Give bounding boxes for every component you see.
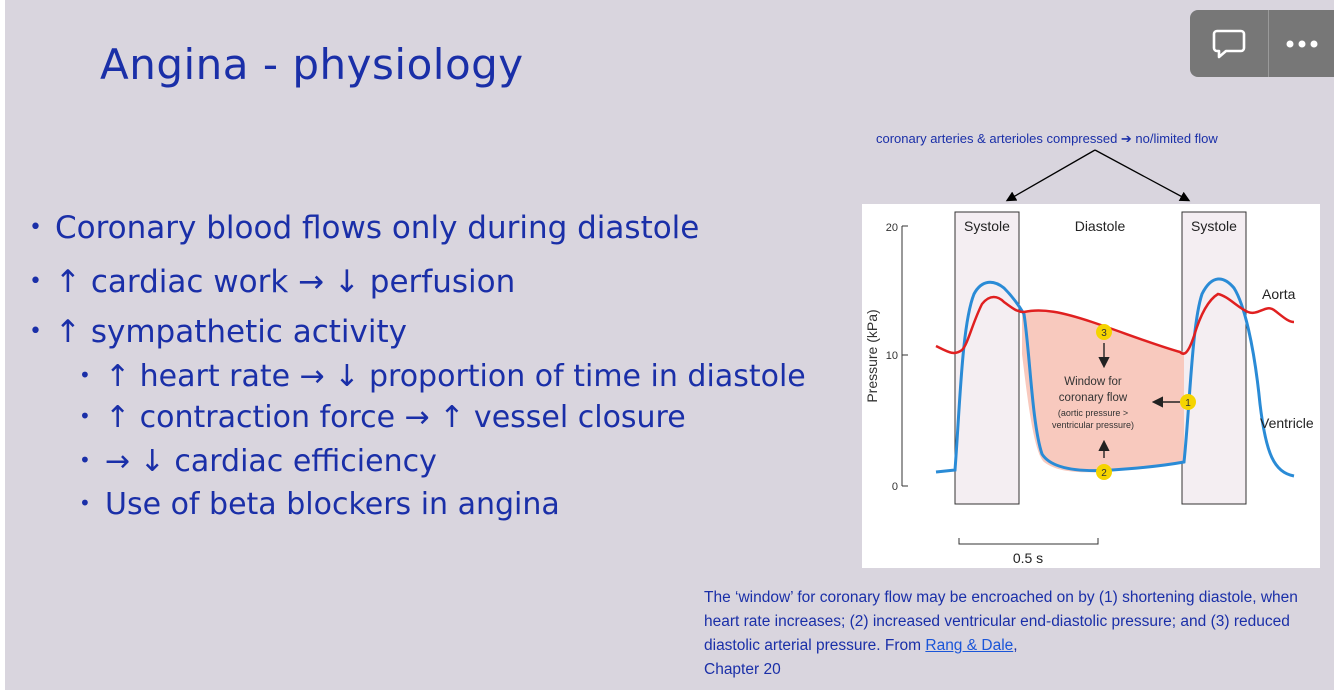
bullet-text: ↑ sympathetic activity	[55, 314, 408, 350]
bullet-glyph: •	[29, 215, 42, 240]
slide-title: Angina - physiology	[100, 40, 524, 89]
pressure-diagram	[862, 204, 1320, 568]
series-label-aorta: Aorta	[1262, 286, 1296, 302]
y-axis-label: Pressure (kPa)	[864, 309, 880, 403]
bullet-glyph: •	[79, 448, 91, 472]
window-text: ventricular pressure)	[1051, 420, 1135, 430]
bullet-glyph: •	[29, 319, 42, 344]
sub-bullet-text: ↑ heart rate → ↓ proportion of time in diastole	[105, 359, 806, 394]
bottom-strip	[0, 690, 1334, 698]
scale-bar-label: 0.5 s	[1012, 550, 1044, 566]
figure-caption	[704, 586, 1299, 682]
bullet-glyph: •	[29, 269, 42, 294]
more-options-button[interactable]	[1269, 10, 1334, 77]
phase-label-systole: Systole	[964, 218, 1010, 234]
y-tick-label: 10	[885, 350, 898, 362]
floating-toolbar	[1190, 10, 1334, 77]
series-label-ventricle: Ventricle	[1260, 415, 1314, 431]
window-text: Window for	[1064, 376, 1122, 388]
comment-icon	[1211, 27, 1247, 61]
marker-3-label: 3	[1101, 328, 1107, 339]
bullet-glyph: •	[79, 363, 91, 387]
source-link[interactable]: Rang & Dale	[925, 637, 1014, 654]
marker-2-label: 2	[1101, 468, 1107, 479]
caption-line2: Chapter 20	[704, 661, 781, 678]
sub-bullet-text: ↑ contraction force → ↑ vessel closure	[105, 400, 686, 435]
y-tick-label: 0	[891, 481, 898, 493]
bullet-glyph: •	[79, 404, 91, 428]
systole-band	[955, 212, 1019, 504]
caption-text: The ‘window’ for coronary flow may be encroached on by (1) shortening diastole, when heart rate increases; (2) increased ventricular end-diastolic pressure; and (3) reduced diastolic arterial pressure. From	[704, 589, 1298, 654]
window-text: (aortic pressure >	[1057, 408, 1129, 418]
bullet-glyph: •	[79, 491, 91, 515]
caption-tail: ,	[1013, 637, 1018, 654]
phase-label-diastole: Diastole	[1074, 218, 1126, 234]
bullet-text: ↑ cardiac work → ↓ perfusion	[55, 264, 516, 300]
phase-label-systole: Systole	[1191, 218, 1237, 234]
scale-bar	[959, 538, 1098, 544]
sub-bullet-text: Use of beta blockers in angina	[105, 487, 560, 522]
figure-top-caption: coronary arteries & arterioles compressed ➔ no/limited flow	[876, 131, 1218, 146]
more-options-icon	[1284, 39, 1320, 49]
sub-bullet-text: → ↓ cardiac efficiency	[105, 444, 437, 479]
pressure-figure	[862, 204, 1320, 568]
y-tick-label: 20	[885, 222, 898, 234]
window-text: coronary flow	[1058, 392, 1128, 404]
bullet-text: Coronary blood flows only during diastole	[55, 210, 700, 246]
comment-button[interactable]	[1190, 10, 1268, 77]
marker-1-label: 1	[1185, 398, 1191, 409]
